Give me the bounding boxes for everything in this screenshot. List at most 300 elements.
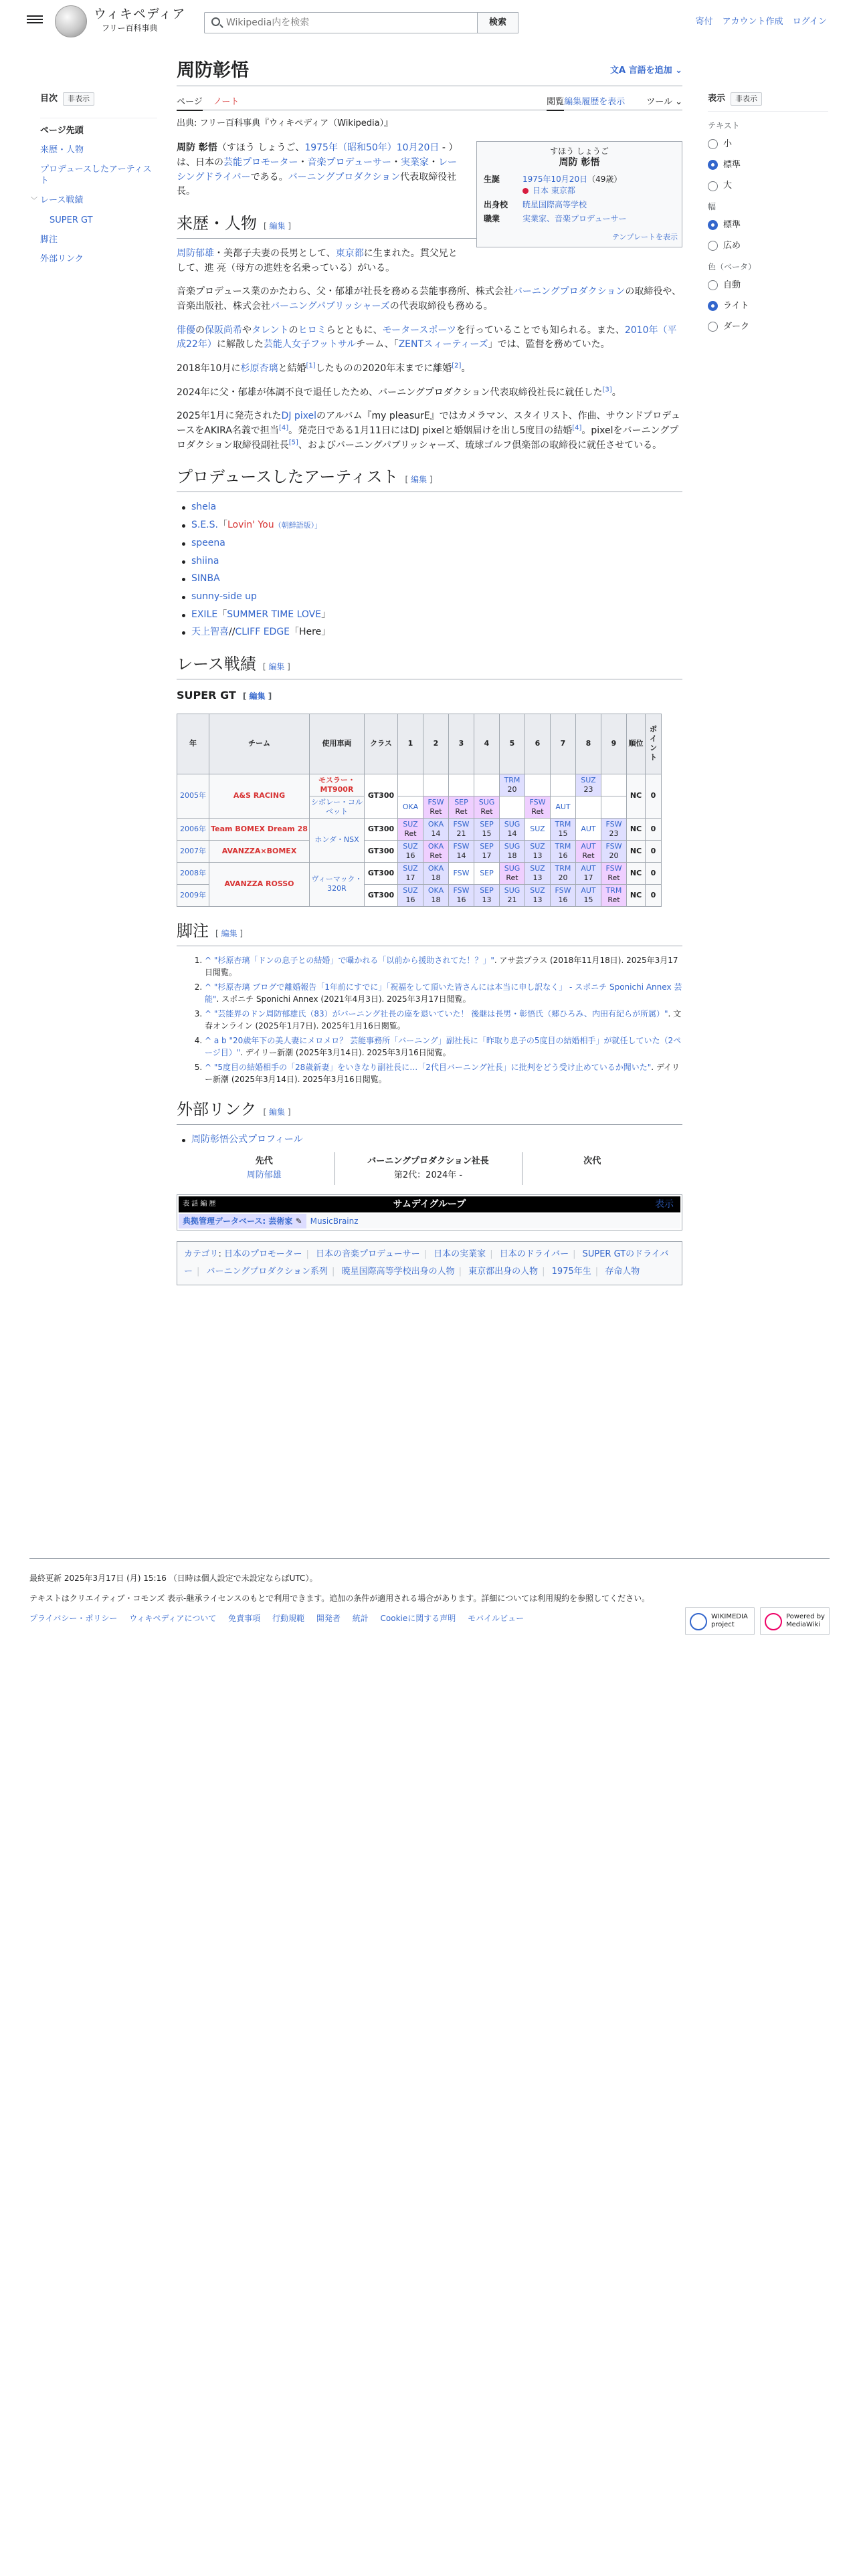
race-result-cell <box>474 796 500 818</box>
race-finish: 23 <box>583 784 593 794</box>
race-track-link[interactable]: SUZ <box>530 885 545 895</box>
pencil-icon[interactable]: ✎ <box>295 1216 302 1226</box>
team-cell: AVANZZA×BOMEX <box>209 840 310 862</box>
race-result-cell <box>398 818 423 840</box>
race-finish: 14 <box>431 829 441 838</box>
footer-link[interactable]: 統計 <box>352 1614 369 1623</box>
year-link[interactable]: 2006年 <box>180 824 206 833</box>
race-finish: 17 <box>482 851 492 860</box>
race-finish: 18 <box>431 895 441 904</box>
footer-link[interactable]: モバイルビュー <box>468 1614 524 1623</box>
width-wide[interactable]: 広め <box>708 239 828 253</box>
race-result-cell <box>576 818 601 840</box>
authority-control-link[interactable]: 典拠管理データベース: 芸術家 <box>183 1216 293 1226</box>
category-link[interactable]: 存命人物 <box>605 1266 640 1277</box>
mediawiki-badge[interactable]: Powered by MediaWiki <box>760 1607 830 1635</box>
footer-link[interactable]: 行動規範 <box>272 1614 305 1623</box>
race-result-cell <box>551 840 576 862</box>
position-cell: NC <box>627 818 646 840</box>
race-result-cell <box>576 884 601 906</box>
race-finish: 16 <box>405 895 415 904</box>
page-title: 周防彰悟 <box>177 59 682 86</box>
table-of-contents <box>31 92 157 273</box>
points-cell: 0 <box>646 862 662 884</box>
bio-paragraph: 俳優の保阪尚希やタレントのヒロミらとともに、モータースポーツを行っていることでも知られる。また、2010年（平成22年）に解散した芸能人女子フットサルチーム、「ZENTスィーティーズ」では、監督を務めていた。 <box>177 324 677 350</box>
footer-link[interactable]: 免責事項 <box>228 1614 261 1623</box>
race-track-link[interactable]: SUZ <box>403 841 418 851</box>
year-link[interactable]: 2005年 <box>180 791 206 800</box>
list-item <box>177 1133 682 1148</box>
race-result-cell <box>601 840 627 862</box>
year-link[interactable]: 2007年 <box>180 846 206 855</box>
race-track-link[interactable]: FSW <box>605 841 622 851</box>
table-row <box>177 862 662 884</box>
race-results-table: 年 チーム 使用車両 クラス 1 2 3 4 5 6 7 8 9 順位 ポイント 2005年 A&S RACING モスラー・MT900R GT300 TRM 20 SUZ 23 NC 0 シボレー・コルベット OKA FSW Ret SEP Ret SUG Ret FSW Ret AUT 2006年 Team BOMEX Dream 28 ホンダ・NSX GT300 SUZ Ret OKA 14 FSW 21 SEP 15 SUG 14 SUZ TRM 15 AUT FSW 23 NC 0 2007年 AVANZZA×BOMEX GT300 SUZ 16 OKA Ret FSW 14 SEP 17 SUG 18 SUZ 13 TRM 16 AUT Ret FSW 20 NC 0 2008年 AVANZZA ROSSO ヴィーマック・320R GT300 SUZ 17 OKA 18 FSW SEP SUG Ret SUZ 13 TRM 20 AUT 17 FSW Ret NC 0 2009年 GT300 SUZ 16 OKA 18 FSW 16 SEP 13 SUG 21 SUZ 13 FSW 16 AUT 15 TRM Ret NC 0 <box>177 714 662 907</box>
race-track-link[interactable]: FSW <box>605 863 622 873</box>
race-track-link[interactable]: SUZ <box>403 885 418 895</box>
width-heading: 幅 <box>708 202 717 212</box>
race-result-cell <box>500 774 525 796</box>
source-note: 出典: フリー百科事典『ウィキペディア（Wikipedia）』 <box>177 118 393 128</box>
infobox-school[interactable]: 暁星国際高等学校 <box>522 200 587 210</box>
footer-link[interactable]: 開発者 <box>316 1614 341 1623</box>
race-track-link[interactable]: AUT <box>555 802 571 811</box>
race-finish: Ret <box>480 807 493 816</box>
race-result-cell <box>500 818 525 840</box>
race-track-link[interactable]: SUZ <box>530 841 545 851</box>
race-track-link[interactable]: SUG <box>504 841 520 851</box>
edit-section-link[interactable]: 編集 <box>268 661 285 671</box>
position-cell: NC <box>627 840 646 862</box>
race-track-link[interactable]: SUG <box>478 797 495 807</box>
navbox <box>177 1194 682 1230</box>
race-track-link[interactable]: AUT <box>581 885 596 895</box>
race-track-link[interactable]: SUZ <box>403 819 418 829</box>
list-item: shiina <box>177 554 682 569</box>
text-size-small[interactable]: 小 <box>708 138 828 151</box>
toc-item-race[interactable]: レース戦績 <box>40 195 84 206</box>
tab-edit[interactable]: 編集 <box>564 97 582 107</box>
section-links-heading: 外部リンク [ 編集 ] <box>177 1099 682 1125</box>
official-profile-link[interactable]: 周防彰悟公式プロフィール <box>191 1134 303 1145</box>
race-track-link[interactable]: TRM <box>555 863 571 873</box>
race-track-link[interactable]: OKA <box>402 802 419 811</box>
category-link[interactable]: バーニングプロダクション系列 <box>206 1266 328 1277</box>
license-text: テキストはクリエイティブ・コモンズ 表示-継承ライセンスのもとで利用できます。追加の条件が適用される場合があります。詳細については利用規約を参照してください。 <box>29 1594 650 1603</box>
race-track-link[interactable]: OKA <box>427 885 444 895</box>
race-track-link[interactable]: SUZ <box>403 863 418 873</box>
section-bio-heading: 来歴・人物 [ 編集 ] <box>177 213 682 239</box>
race-track-link[interactable]: SEP <box>454 797 468 807</box>
bio-paragraph: 2025年1月に発売されたDJ pixelのアルバム『my pleasurE』ではカメラマン、スタイリスト、作曲、サウンドプロデュースをAKIRA名義で担当[4]。発売日である1月11日にはDJ pixelと婚姻届けを出し5度目の結婚[4]。pixelをバーニングプロダクション取締役副社長[5]、およびバーニングパブリッシャーズ、琉球ゴルフ倶楽部の取締役に就任させている。 <box>177 411 680 451</box>
last-modified: 最終更新 2025年3月17日 (月) 15:16 （日時は個人設定で未設定ならばUTC）。 <box>29 1574 318 1583</box>
position-cell: NC <box>627 862 646 884</box>
infobox-name: 周防 彰悟 <box>559 157 600 169</box>
position-cell: NC <box>627 774 646 818</box>
race-track-link[interactable]: FSW <box>453 868 470 877</box>
race-finish: 15 <box>482 829 492 838</box>
toc-item-bio[interactable]: 来歴・人物 <box>40 145 84 156</box>
list-item: SINBA <box>177 572 682 586</box>
race-track-link[interactable]: SUZ <box>581 775 596 784</box>
race-result-cell <box>398 796 423 818</box>
footer-link[interactable]: Cookieに関する声明 <box>380 1614 456 1623</box>
predecessor-link[interactable]: 周防郁雄 <box>246 1170 282 1180</box>
race-track-link[interactable]: TRM <box>555 819 571 829</box>
race-track-link[interactable]: SUG <box>504 819 520 829</box>
template-link[interactable]: テンプレートを表示 <box>611 233 678 242</box>
year-cell <box>177 818 209 840</box>
points-cell: 0 <box>646 774 662 818</box>
race-result-cell <box>551 774 576 796</box>
bio-paragraph: 周防郁雄・美都子夫妻の長男として、東京都に生まれた。貫父兄として、進 亮（母方の進姓を名乗っている）がいる。 <box>177 247 458 274</box>
race-finish: 13 <box>482 895 492 904</box>
category-link[interactable]: 日本のプロモーター <box>224 1249 302 1259</box>
race-result-cell <box>449 862 474 884</box>
race-result-cell <box>474 774 500 796</box>
race-finish: 17 <box>583 873 593 882</box>
navbox-title: サムデイグループ <box>393 1198 466 1210</box>
class-cell: GT300 <box>365 774 398 818</box>
race-track-link[interactable]: OKA <box>427 819 444 829</box>
race-result-cell <box>551 862 576 884</box>
infobox-born-place[interactable]: 日本 東京都 <box>533 186 575 196</box>
race-result-cell <box>525 862 551 884</box>
category-link[interactable]: 暁星国際高等学校出身の人物 <box>341 1266 455 1277</box>
race-track-link[interactable]: OKA <box>427 841 444 851</box>
infobox-born-date[interactable]: 1975年10月20日 <box>522 175 588 185</box>
navbox-vde-links[interactable]: 表 話 編 歴 <box>183 1200 216 1208</box>
race-result-cell <box>576 840 601 862</box>
bio-paragraph: 2024年に父・郁雄が体調不良で退任したため、バーニングプロダクション代表取締役社長に就任した[3]。 <box>177 386 622 398</box>
race-result-cell <box>576 796 601 818</box>
race-finish: 21 <box>507 895 517 904</box>
login-link[interactable]: ログイン <box>792 17 827 27</box>
wikipedia-globe-logo[interactable] <box>55 5 87 37</box>
race-result-cell <box>474 840 500 862</box>
category-link[interactable]: 日本の音楽プロデューサー <box>316 1249 420 1259</box>
race-track-link[interactable]: AUT <box>581 841 596 851</box>
tab-talk[interactable]: ノート <box>213 97 240 107</box>
race-result-cell <box>474 884 500 906</box>
language-icon: 文A <box>609 66 629 76</box>
reference-item: 2. ^ "杉原杏璃 ブログで離婚報告「1年前にすでに」「祝福をして頂いた皆さんには本当に申し訳なく」 - スポニチ Sponichi Annex 芸能". スポニチ Sponichi Annex (2021年4月3日). 2025年3月17日閲覧。 <box>205 981 682 1005</box>
infobox-reading: すほう しょうご <box>550 146 609 156</box>
race-track-link[interactable]: SUZ <box>530 863 545 873</box>
race-track-link[interactable]: SEP <box>480 868 494 877</box>
donate-link[interactable]: 寄付 <box>695 17 713 27</box>
personal-tools <box>688 15 827 29</box>
race-finish: Ret <box>430 851 442 860</box>
race-track-link[interactable]: FSW <box>453 841 470 851</box>
race-track-link[interactable]: FSW <box>453 819 470 829</box>
race-finish: Ret <box>607 895 620 904</box>
race-finish: Ret <box>531 807 544 816</box>
race-result-cell <box>423 884 449 906</box>
citation[interactable]: [4] <box>572 424 582 432</box>
category-link[interactable]: 日本の実業家 <box>434 1249 486 1259</box>
list-item: 天上智喜//CLIFF EDGE「Here」 <box>177 625 682 640</box>
table-row <box>177 818 662 840</box>
race-result-cell <box>398 774 423 796</box>
citation[interactable]: [4] <box>278 424 289 432</box>
color-dark[interactable]: ダーク <box>708 320 828 334</box>
race-track-link[interactable]: OKA <box>427 863 444 873</box>
toc-item-artists[interactable]: プロデュースしたアーティスト <box>40 165 152 187</box>
race-finish: 16 <box>405 851 415 860</box>
race-result-cell <box>601 796 627 818</box>
color-auto[interactable]: 自動 <box>708 279 828 292</box>
appearance-heading: 表示 非表示 <box>708 92 828 112</box>
race-finish: Ret <box>455 807 468 816</box>
race-finish: 15 <box>583 895 593 904</box>
navbox-show-button[interactable]: 表示 <box>655 1198 674 1210</box>
car-cell[interactable]: ヴィーマック・320R <box>310 862 365 906</box>
appearance-hide-button[interactable]: 非表示 <box>731 92 762 106</box>
race-finish: 18 <box>431 873 441 882</box>
toc-item-top[interactable]: ページ先頭 <box>40 126 84 136</box>
race-finish: 18 <box>507 851 517 860</box>
width-standard[interactable]: 標準 <box>708 219 828 232</box>
tab-history[interactable]: 履歴を表示 <box>581 97 626 107</box>
race-finish: 13 <box>533 851 543 860</box>
race-result-cell <box>423 774 449 796</box>
race-track-link[interactable]: SEP <box>480 841 494 851</box>
race-track-link[interactable]: AUT <box>581 863 596 873</box>
race-track-link[interactable]: SUG <box>504 863 520 873</box>
list-item: sunny-side up <box>177 590 682 605</box>
infobox-school-label: 出身校 <box>484 200 508 210</box>
list-item: shela <box>177 500 682 515</box>
race-track-link[interactable]: TRM <box>504 775 520 784</box>
race-finish: 20 <box>558 873 568 882</box>
race-result-cell <box>449 840 474 862</box>
race-track-link[interactable]: SUG <box>504 885 520 895</box>
race-result-cell <box>449 884 474 906</box>
citation[interactable]: [5] <box>288 439 298 447</box>
toc-hide-button[interactable]: 非表示 <box>63 92 94 106</box>
race-result-cell <box>601 884 627 906</box>
race-track-link[interactable]: FSW <box>555 885 571 895</box>
race-result-cell <box>601 862 627 884</box>
infobox-job[interactable]: 実業家、音楽プロデューサー <box>522 214 627 224</box>
succession-box: 先代 周防郁雄 バーニングプロダクション社長 第2代：2024年 - 次代 <box>194 1152 662 1184</box>
citation[interactable]: [2] <box>452 362 462 370</box>
race-track-link[interactable]: SEP <box>480 819 494 829</box>
table-row <box>177 840 662 862</box>
references-list <box>177 954 682 1085</box>
lead-paragraph: 周防 彰悟（すほう しょうご、1975年（昭和50年）10月20日 - ）は、日本の芸能プロモーター・音楽プロデューサー・実業家・レーシングドライバーである。バーニングプロダクション代表取締役社長。 <box>177 142 458 197</box>
toc-item-links[interactable]: 外部リンク <box>40 254 84 265</box>
race-track-link[interactable]: FSW <box>453 885 470 895</box>
page-footer <box>29 1558 830 1628</box>
race-finish: 13 <box>533 873 543 882</box>
toc-heading: 目次 非表示 <box>40 92 157 106</box>
category-link[interactable]: SUPER GTのドライバー <box>184 1249 669 1277</box>
race-track-link[interactable]: FSW <box>529 797 546 807</box>
race-result-cell <box>576 862 601 884</box>
list-item: speena <box>177 536 682 551</box>
year-link[interactable]: 2009年 <box>180 890 206 899</box>
reference-item: 3. ^ "芸能界のドン周防郁雄氏（83）がバーニング社長の座を退いていた！ 後継は長男・彰悟氏（郷ひろみ、内田有紀らが所属）". 文春オンライン (2025年1月7日). 2025年1月16日閲覧。 <box>205 1008 682 1032</box>
race-result-cell <box>449 774 474 796</box>
race-finish: 14 <box>456 851 466 860</box>
year-cell <box>177 840 209 862</box>
race-result-cell <box>398 840 423 862</box>
edit-section-link[interactable]: 編集 <box>249 691 266 701</box>
toc-item-notes[interactable]: 脚注 <box>40 235 58 245</box>
position-cell: NC <box>627 884 646 906</box>
race-finish: Ret <box>404 829 417 838</box>
class-cell: GT300 <box>365 840 398 862</box>
points-cell: 0 <box>646 884 662 906</box>
race-result-cell <box>500 796 525 818</box>
reference-item: 4. ^ a b "20歳年下の美人妻にメロメロ？ 芸能事務所「バーニング」副社長に「昨取り息子の5度目の結婚相手」が就任していた（2ページ目）". デイリー新潮 (2025年3月14日). 2025年3月16日閲覧。 <box>205 1035 682 1059</box>
race-finish: Ret <box>582 851 595 860</box>
race-finish: 21 <box>456 829 466 838</box>
race-finish: 17 <box>405 873 415 882</box>
class-cell: GT300 <box>365 818 398 840</box>
section-supergt-heading: SUPER GT [ 編集 ] <box>177 688 272 702</box>
year-cell <box>177 862 209 884</box>
race-result-cell <box>449 818 474 840</box>
japan-flag-icon <box>522 188 529 194</box>
reference-item: 5. ^ "5度目の結婚相手の「28歳新妻」をいきなり副社長に…「2代目バーニング社長」に批判をどう受け止めているか聞いた". デイリー新潮 (2025年3月14日). 2025年3月16日閲覧。 <box>205 1061 682 1085</box>
race-finish: Ret <box>430 807 442 816</box>
edit-section-link[interactable]: 編集 <box>410 475 427 485</box>
race-finish: 16 <box>558 851 568 860</box>
race-result-cell <box>525 884 551 906</box>
race-track-link[interactable]: FSW <box>427 797 444 807</box>
race-result-cell <box>551 818 576 840</box>
race-finish: 15 <box>558 829 568 838</box>
infobox-job-label: 職業 <box>484 214 500 224</box>
edit-section-link[interactable]: 編集 <box>221 928 237 938</box>
race-track-link[interactable]: SUZ <box>530 824 545 833</box>
citation[interactable]: [1] <box>306 362 316 370</box>
race-result-cell <box>601 774 627 796</box>
list-item: S.E.S.「Lovin' You（朝鮮語版）」 <box>177 518 682 533</box>
class-cell: GT300 <box>365 884 398 906</box>
team-cell: Team BOMEX Dream 28 <box>209 818 310 840</box>
artist-list <box>177 500 682 640</box>
car-cell[interactable]: ホンダ・NSX <box>310 818 365 862</box>
year-cell <box>177 774 209 818</box>
citation[interactable]: [3] <box>602 386 612 394</box>
category-link[interactable]: 東京都出身の人物 <box>468 1266 539 1277</box>
race-result-cell <box>525 818 551 840</box>
points-cell: 0 <box>646 818 662 840</box>
race-finish: 13 <box>533 895 543 904</box>
car-cell: モスラー・MT900R <box>310 774 365 796</box>
category-link[interactable]: 1975年生 <box>551 1266 591 1277</box>
search-box <box>204 12 518 33</box>
race-track-link[interactable]: AUT <box>581 824 596 833</box>
infobox-born-label: 生誕 <box>484 175 500 185</box>
race-finish: 20 <box>609 851 619 860</box>
year-cell <box>177 884 209 906</box>
page-tabs <box>177 86 682 110</box>
text-size-heading: テキスト <box>708 121 740 131</box>
tools-menu[interactable]: ツール ⌄ <box>646 97 682 107</box>
race-result-cell <box>576 774 601 796</box>
race-result-cell <box>525 774 551 796</box>
site-tagline: フリー百科事典 <box>102 23 158 33</box>
race-result-cell <box>551 884 576 906</box>
search-input[interactable] <box>226 13 474 33</box>
add-language-button[interactable]: 文A 言語を追加 ⌄ <box>609 66 682 76</box>
text-size-large[interactable]: 大 <box>708 179 828 193</box>
edit-section-link[interactable]: 編集 <box>269 1107 286 1117</box>
category-link[interactable]: 日本のドライバー <box>499 1249 569 1259</box>
categories-label[interactable]: カテゴリ <box>184 1249 219 1259</box>
year-link[interactable]: 2008年 <box>180 868 206 877</box>
search-button[interactable]: 検索 <box>477 12 518 33</box>
site-header <box>0 0 859 44</box>
footer-link[interactable]: プライバシー・ポリシー <box>29 1614 118 1623</box>
toc-collapse-icon[interactable]: ﹀ <box>31 197 37 205</box>
section-artists-heading: プロデュースしたアーティスト [ 編集 ] <box>177 466 682 492</box>
tab-article[interactable]: ページ <box>177 97 203 111</box>
race-finish: 14 <box>507 829 517 838</box>
race-finish: 23 <box>609 829 619 838</box>
main-menu-button[interactable] <box>27 13 43 27</box>
edit-section-link[interactable]: 編集 <box>269 221 286 231</box>
bio-paragraph: 2018年10月に杉原杏璃と結婚[1]したものの2020年末までに離婚[2]。 <box>177 362 471 374</box>
car-cell[interactable]: シボレー・コルベット <box>310 796 365 818</box>
bio-paragraph: 音楽プロデュース業のかたわら、父・郁雄が社長を務める芸能事務所、株式会社バーニングプロダクションの取締役や、音楽出版社、株式会社バーニングパブリッシャーズの代表取締役も務める。 <box>177 286 682 312</box>
article-content <box>177 59 682 1285</box>
race-track-link[interactable]: TRM <box>605 885 622 895</box>
race-result-cell <box>398 862 423 884</box>
points-cell: 0 <box>646 840 662 862</box>
toc-item-supergt[interactable]: SUPER GT <box>50 215 93 226</box>
race-track-link[interactable]: TRM <box>555 841 571 851</box>
text-size-standard[interactable]: 標準 <box>708 158 828 172</box>
race-finish: 20 <box>507 784 517 794</box>
race-result-cell <box>500 862 525 884</box>
team-cell: A&S RACING <box>209 774 310 818</box>
section-race-heading: レース戦績 [ 編集 ] <box>177 653 682 679</box>
color-light[interactable]: ライト <box>708 300 828 313</box>
tab-read[interactable]: 閲覧 <box>547 97 564 111</box>
footer-link[interactable]: ウィキペディアについて <box>129 1614 217 1623</box>
class-cell: GT300 <box>365 862 398 884</box>
race-result-cell <box>423 840 449 862</box>
race-finish: 16 <box>558 895 568 904</box>
infobox: すほう しょうご 周防 彰悟 生誕 1975年10月20日（49歳） 日本 東京都 出身校 暁星国際高等学校 職業 実業家、音楽プロデューサー テンプレートを表示 <box>476 141 682 247</box>
race-result-cell <box>525 840 551 862</box>
wikimedia-badge[interactable]: WIKIMEDIA project <box>685 1607 755 1635</box>
list-item: EXILE「SUMMER TIME LOVE」 <box>177 608 682 623</box>
race-result-cell <box>500 840 525 862</box>
race-finish: Ret <box>607 873 620 882</box>
race-track-link[interactable]: FSW <box>605 819 622 829</box>
race-result-cell <box>500 884 525 906</box>
race-result-cell <box>601 818 627 840</box>
race-result-cell <box>423 862 449 884</box>
create-account-link[interactable]: アカウント作成 <box>722 17 783 27</box>
table-row <box>177 774 662 796</box>
race-result-cell <box>423 796 449 818</box>
color-heading: 色（ベータ） <box>708 262 757 272</box>
musicbrainz-link[interactable]: MusicBrainz <box>310 1216 359 1226</box>
race-result-cell <box>398 884 423 906</box>
site-name[interactable]: ウィキペディア <box>94 7 186 21</box>
race-finish: 16 <box>456 895 466 904</box>
reference-item: 1. ^ "杉原杏璃「ドンの息子との結婚」で囁かれる「以前から援助されてた！？」". アサ芸プラス (2018年11月18日). 2025年3月17日閲覧。 <box>205 954 682 978</box>
race-track-link[interactable]: SEP <box>480 885 494 895</box>
